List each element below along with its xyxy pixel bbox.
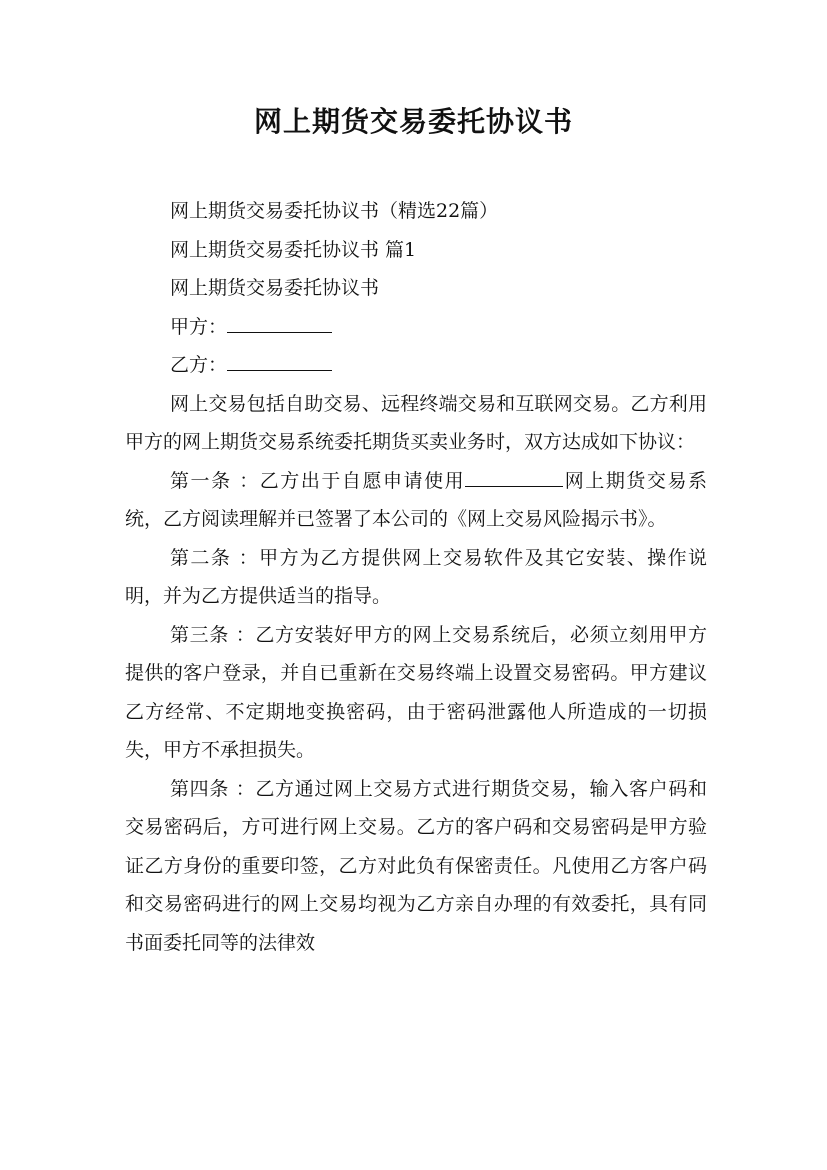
article-4-paragraph: 第四条 ：乙方通过网上交易方式进行期货交易，输入客户码和交易密码后，方可进行网上交易。乙方的客户码和交易密码是甲方验证乙方身份的重要印签，乙方对此负有保密责任。凡使用乙方客户码和交易密码进行的网上交易均视为乙方亲自办理的有效委托，具有同书面委托同等的法律效 bbox=[125, 777, 707, 954]
party-a-line bbox=[125, 308, 707, 347]
collection-subtitle: 网上期货交易委托协议书（精选22篇） bbox=[170, 200, 499, 222]
party-a-label: 甲方： bbox=[170, 315, 228, 338]
document-body bbox=[125, 192, 707, 962]
article-1-text-end: 网上期货交易系统，乙方阅读理解并已签署了本公司的《网上交易风险揭示书》。 bbox=[125, 469, 707, 530]
article-1-blank bbox=[465, 468, 563, 487]
article-1-paragraph bbox=[125, 462, 707, 539]
article-3-paragraph: 第三条 ：乙方安装好甲方的网上交易系统后，必须立刻用甲方提供的客户登录，并自已重新在交易终端上设置交易密码。甲方建议乙方经常、不定期地变换密码，由于密码泄露他人所造成的一切损失，甲方不承担损失。 bbox=[125, 623, 707, 761]
party-a-blank bbox=[227, 314, 332, 333]
party-b-line bbox=[125, 346, 707, 385]
intro-paragraph: 网上交易包括自助交易、远程终端交易和互联网交易。乙方利用甲方的网上期货交易系统委托期货买卖业务时，双方达成如下协议： bbox=[125, 392, 707, 453]
article-1-text-start: 第一条 ：乙方出于自愿申请使用 bbox=[170, 469, 466, 492]
inner-title: 网上期货交易委托协议书 bbox=[170, 277, 380, 299]
party-b-label: 乙方： bbox=[170, 354, 228, 376]
party-b-blank bbox=[227, 352, 332, 371]
article-2-paragraph: 第二条 ：甲方为乙方提供网上交易软件及其它安装、操作说明，并为乙方提供适当的指导。 bbox=[125, 546, 707, 607]
piece-heading: 网上期货交易委托协议书 篇1 bbox=[170, 238, 417, 261]
document-title: 网上期货交易委托协议书 bbox=[253, 105, 573, 138]
